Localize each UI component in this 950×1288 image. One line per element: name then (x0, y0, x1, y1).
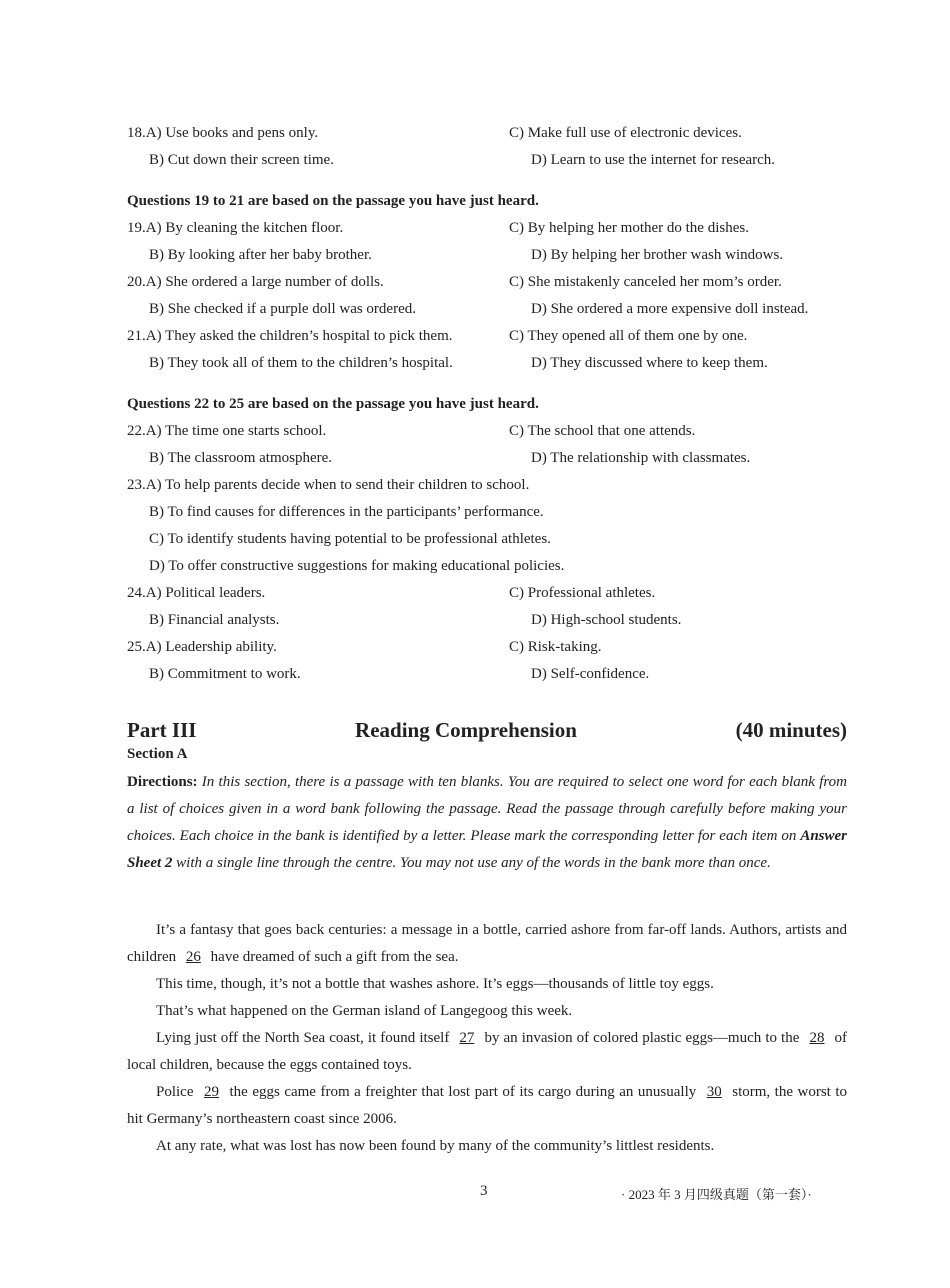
page-number: 3 (480, 1183, 488, 1199)
option-b: B) Financial analysts. (149, 612, 280, 628)
blank-26: 26 (185, 949, 201, 965)
question-number: 19. (127, 220, 146, 236)
option-a: A) Leadership ability. (145, 639, 277, 655)
passage-text: of local children, because the eggs contained toys. (127, 1030, 847, 1073)
passage-text: It’s a fantasy that goes back centuries: a message in a bottle, carried ashore from far-off lands. Authors, artists and children (127, 922, 847, 965)
question-number: 24. (127, 585, 146, 601)
option-a: A) Use books and pens only. (145, 125, 319, 141)
option-b: B) Commitment to work. (149, 666, 301, 682)
group-header: Questions 22 to 25 are based on the passage you have just heard. (127, 396, 539, 412)
question-list (127, 120, 847, 688)
option-d: D) High-school students. (531, 612, 682, 628)
question-row (127, 580, 847, 607)
option-a: A) She ordered a large number of dolls. (145, 274, 384, 290)
option-b: B) She checked if a purple doll was ordered. (149, 301, 416, 317)
option-a: A) The time one starts school. (145, 423, 327, 439)
part-heading (127, 718, 847, 743)
passage-text: the eggs came from a freighter that lost part of its cargo during an unusually (225, 1084, 701, 1100)
paragraph (127, 1133, 847, 1160)
option-c: C) Risk-taking. (509, 639, 602, 655)
question-row (127, 215, 847, 242)
passage-text: Police (156, 1084, 198, 1100)
footer-source: · 2023 年 3 月四级真题（第一套）· (621, 1187, 812, 1202)
question-row (127, 296, 847, 323)
option-c: C) She mistakenly canceled her mom’s order. (509, 274, 782, 290)
paragraph (127, 1079, 847, 1133)
option-a: A) To help parents decide when to send their children to school. (145, 477, 530, 493)
question-row (127, 661, 847, 688)
question-row (127, 350, 847, 377)
question-number: 22. (127, 423, 146, 439)
question-row (127, 120, 847, 147)
option-d: D) By helping her brother wash windows. (531, 247, 784, 263)
directions-label: Directions: (127, 774, 198, 790)
paragraph (127, 971, 847, 998)
option-c: C) Professional athletes. (509, 585, 656, 601)
question-row (127, 607, 847, 634)
passage-text: At any rate, what was lost has now been found by many of the community’s littlest residents. (156, 1138, 715, 1154)
option-b: B) To find causes for differences in the participants’ performance. (149, 504, 544, 520)
section-label: Section A (127, 746, 188, 762)
blank-29: 29 (204, 1084, 219, 1100)
option-b: B) The classroom atmosphere. (149, 450, 333, 466)
question-row (127, 323, 847, 350)
blank-27: 27 (459, 1030, 475, 1046)
passage-text: have dreamed of such a gift from the sea. (206, 949, 459, 965)
question-row (127, 634, 847, 661)
option-d: D) They discussed where to keep them. (531, 355, 768, 371)
answer-sheet: Answer Sheet 2 (127, 828, 847, 871)
option-a: A) Political leaders. (145, 585, 266, 601)
option-c: C) The school that one attends. (509, 423, 696, 439)
passage-text: This time, though, it’s not a bottle that washes ashore. It’s eggs—thousands of little toy eggs. (156, 976, 714, 992)
option-c: C) They opened all of them one by one. (509, 328, 748, 344)
blank-30: 30 (706, 1084, 722, 1100)
option-d: D) The relationship with classmates. (531, 450, 751, 466)
question-row (127, 147, 847, 174)
paragraph (127, 1025, 847, 1079)
option-b: B) They took all of them to the children’s hospital. (149, 355, 453, 371)
question-number: 20. (127, 274, 146, 290)
option-b: B) By looking after her baby brother. (149, 247, 372, 263)
option-c: C) Make full use of electronic devices. (509, 125, 742, 141)
question-number: 23. (127, 477, 146, 493)
option-d: D) Learn to use the internet for research. (531, 152, 776, 168)
question-number: 18. (127, 125, 146, 141)
question-row (127, 269, 847, 296)
option-a: A) They asked the children’s hospital to pick them. (145, 328, 453, 344)
option-c: C) To identify students having potential to be professional athletes. (149, 531, 551, 547)
directions-text: In this section, there is a passage with ten blanks. You are required to select one word for each blank from a list of choices given in a word bank following the passage. Read the passage through carefully before making your choices. Each choice in the bank is identified by a letter. Please mark the corresponding letter for each item on (127, 774, 847, 844)
question-row (127, 472, 847, 499)
group-header: Questions 19 to 21 are based on the passage you have just heard. (127, 193, 539, 209)
question-number: 21. (127, 328, 146, 344)
option-d: D) She ordered a more expensive doll instead. (531, 301, 809, 317)
option-d: D) Self-confidence. (531, 666, 650, 682)
passage-text: storm, the worst to hit Germany’s northeastern coast since 2006. (127, 1084, 847, 1127)
paragraph (127, 917, 847, 971)
part-time: (40 minutes) (735, 718, 847, 742)
option-a: A) By cleaning the kitchen floor. (145, 220, 344, 236)
paragraph (127, 998, 847, 1025)
question-number: 25. (127, 639, 146, 655)
question-row (127, 445, 847, 472)
passage-text: by an invasion of colored plastic eggs—much to the (480, 1030, 804, 1046)
passage-text: Lying just off the North Sea coast, it found itself (156, 1030, 454, 1046)
part-label: Part III (127, 718, 197, 742)
part-title: Reading Comprehension (355, 718, 577, 742)
passage-text: That’s what happened on the German island of Langegoog this week. (156, 1003, 573, 1019)
option-d: D) To offer constructive suggestions for making educational policies. (149, 558, 565, 574)
option-c: C) By helping her mother do the dishes. (509, 220, 749, 236)
passage (127, 917, 847, 1160)
directions-text-end: with a single line through the centre. You may not use any of the words in the bank more than once. (172, 855, 771, 871)
blank-28: 28 (809, 1030, 825, 1046)
directions (127, 769, 847, 877)
option-b: B) Cut down their screen time. (149, 152, 334, 168)
question-row (127, 242, 847, 269)
question-row (127, 418, 847, 445)
